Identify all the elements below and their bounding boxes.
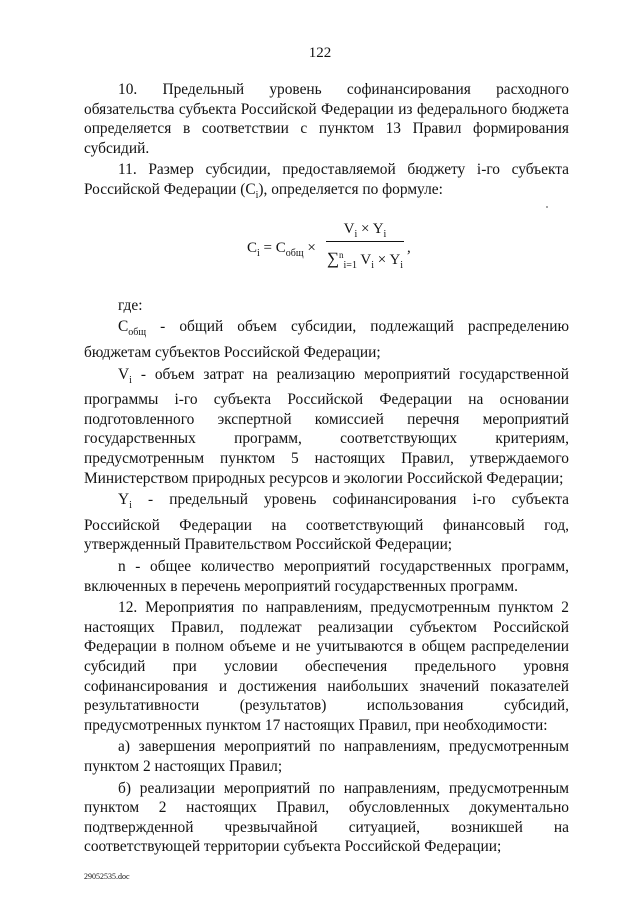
num-y: × Y (357, 220, 384, 237)
definition-v (84, 365, 569, 489)
document-body (84, 80, 569, 857)
formula-comma: , (407, 239, 411, 256)
def-v-symbol: V (118, 365, 130, 383)
paragraph-11 (84, 160, 569, 205)
formula-eq: = C (259, 239, 286, 256)
formula-fraction (326, 220, 404, 271)
scan-speck (546, 206, 548, 208)
definition-n: n - общее количество мероприятий государственных программ, включенных в перечень мероприятий государственных программ. (84, 558, 569, 595)
den-v-sub: i (371, 259, 375, 271)
def-v-sub: i (129, 374, 132, 386)
sigma-sup: n (339, 249, 344, 260)
num-v-sub: i (354, 228, 358, 240)
formula-obsh-sub: общ (285, 247, 304, 259)
definition-c (84, 317, 569, 362)
formula-denominator (326, 244, 404, 271)
def-y-text: - предельный уровень софинансирования i-го субъекта Российской Федерации на соответствующий финансовый год, утвержденный Правительством Российской Федерации; (84, 491, 569, 554)
paragraph-12-b: б) реализации мероприятий по направлениям, предусмотренным пунктом 2 настоящих Правил, обусловленных документально подтвержденной чрезвычайной ситуацией, возникшей на соответствующей территории субъекта Российской Федерации; (84, 779, 569, 856)
paragraph-11-subscript: i (255, 190, 259, 202)
formula-c: C (247, 239, 258, 256)
formula-times: × (303, 239, 316, 256)
formula-lhs (247, 239, 316, 264)
page-number: 122 (308, 45, 332, 61)
sigma-sub: i=1 (343, 259, 357, 271)
num-v: V (343, 220, 355, 237)
paragraph-11-tail: ), определяется по формуле: (258, 180, 443, 198)
where-label: где: (118, 296, 143, 314)
den-v: V (356, 251, 372, 268)
paragraph-10: 10. Предельный уровень софинансирования расходного обязательства субъекта Российской Федерации из федерального бюджета определяется в соответствии с пунктом 13 Правил формирования субсидий. (84, 81, 569, 157)
def-v-text: - объем затрат на реализацию мероприятий государственной программы i-го субъекта Российской Федерации на основании подготовленного экспертной комиссией перечня мероприятий государственных программ, соответствующих критериям, предусмотренным пунктом 5 настоящих Правил, утверждаемого Министерством природных ресурсов и экологии Российской Федерации; (84, 365, 569, 487)
fraction-bar (326, 241, 404, 242)
subsidy-formula (84, 220, 569, 278)
definition-y (84, 490, 569, 555)
sigma-symbol: ∑ (326, 248, 340, 268)
den-y: × Y (374, 251, 401, 268)
def-c-sub: общ (128, 327, 147, 339)
def-y-sub: i (129, 500, 132, 512)
def-y-symbol: Y (118, 491, 130, 509)
formula-c-sub: i (257, 247, 260, 259)
def-c-text: - общий объем субсидии, подлежащий распределению бюджетам субъектов Российской Федерации; (84, 318, 569, 361)
paragraph-12-a: а) завершения мероприятий по направлениям, предусмотренным пунктом 2 настоящих Правил; (84, 738, 569, 775)
formula-numerator (326, 220, 404, 239)
def-c-symbol: С (118, 318, 129, 336)
footer-filename: 29052535.doc (84, 872, 130, 881)
paragraph-12: 12. Мероприятия по направлениям, предусмотренным пунктом 2 настоящих Правил, подлежат реализации субъектом Российской Федерации в полном объеме и не учитываются в общем распределении субсидий при условии обеспечения предельного уровня софинансирования и достижения наибольших значений показателей результативности (результатов) использования субсидий, предусмотренных пунктом 17 настоящих Правил, при необходимости: (84, 599, 569, 734)
num-y-sub: i (383, 228, 387, 240)
den-y-sub: i (400, 259, 404, 271)
paragraph-11-text: 11. Размер субсидии, предоставляемой бюджету i-го субъекта Российской Федерации (С (84, 161, 569, 198)
